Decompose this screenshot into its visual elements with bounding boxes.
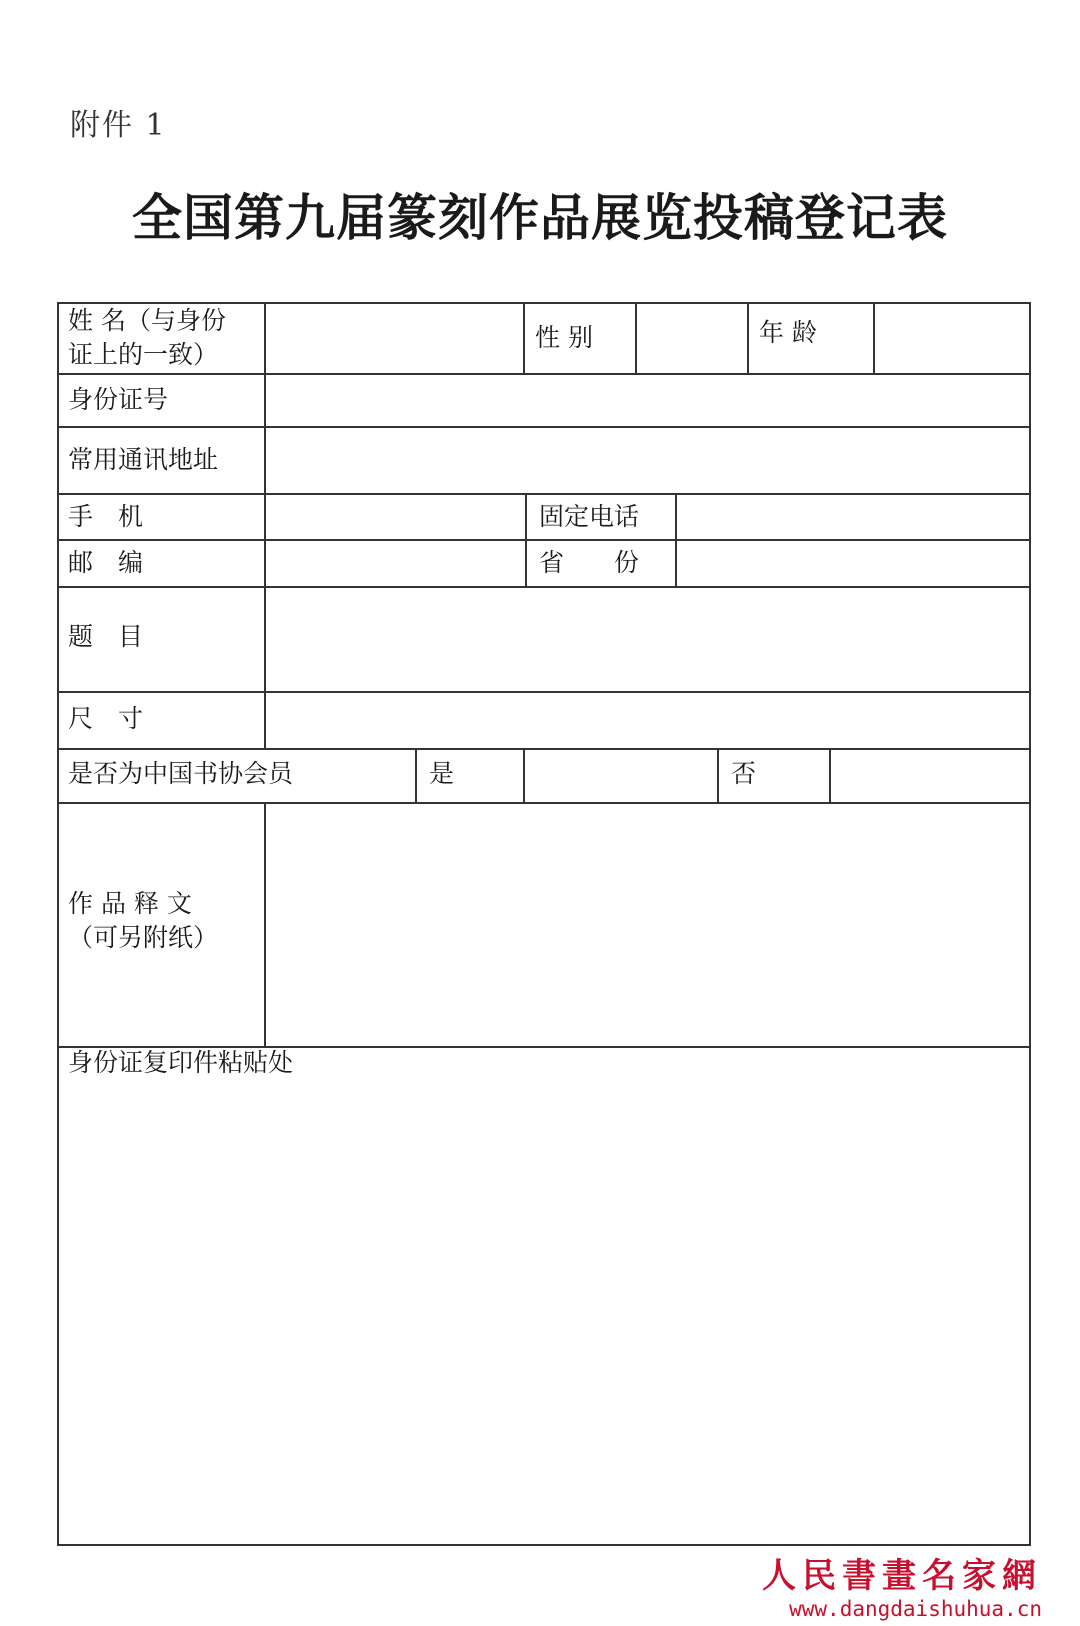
postcode-label: 邮 编 xyxy=(68,548,144,577)
mobile-field[interactable] xyxy=(266,495,525,539)
address-field[interactable] xyxy=(266,428,1029,493)
member-yes-field[interactable] xyxy=(525,750,717,802)
province-field[interactable] xyxy=(677,541,1029,586)
address-label: 常用通讯地址 xyxy=(68,445,219,474)
name-field[interactable] xyxy=(266,304,523,373)
id-copy-label: 身份证复印件粘贴处 xyxy=(68,1048,294,1077)
mobile-label: 手 机 xyxy=(68,502,144,531)
id-number-field[interactable] xyxy=(266,375,1029,426)
watermark-url: www.dangdaishuhua.cn xyxy=(789,1597,1042,1621)
column-divider xyxy=(415,748,417,802)
topic-label: 题 目 xyxy=(68,622,144,651)
column-divider xyxy=(525,493,527,586)
form-title: 全国第九届篆刻作品展览投稿登记表 xyxy=(132,188,948,247)
postcode-field[interactable] xyxy=(266,541,525,586)
work-text-field[interactable] xyxy=(266,804,1029,1046)
column-divider xyxy=(747,304,749,373)
landline-label: 固定电话 xyxy=(539,502,640,531)
attachment-label: 附件 1 xyxy=(70,108,167,143)
no-label: 否 xyxy=(731,759,757,788)
column-divider xyxy=(717,748,719,802)
province-label: 省 份 xyxy=(539,548,640,577)
watermark xyxy=(762,1548,1042,1621)
landline-field[interactable] xyxy=(677,495,1029,539)
gender-field[interactable] xyxy=(637,304,747,373)
watermark-brand: 人民書畫名家網 xyxy=(762,1556,1042,1596)
age-field[interactable] xyxy=(875,304,1029,373)
topic-field[interactable] xyxy=(266,588,1029,691)
size-label: 尺 寸 xyxy=(68,704,144,733)
member-no-field[interactable] xyxy=(831,750,1029,802)
column-divider xyxy=(523,304,525,373)
yes-label: 是 xyxy=(429,759,455,788)
name-label: 姓 名（与身份 证上的一致） xyxy=(68,306,226,369)
size-field[interactable] xyxy=(266,693,1029,748)
id-copy-paste-area[interactable] xyxy=(59,1084,1029,1544)
gender-label: 性 别 xyxy=(535,323,593,352)
registration-form-table xyxy=(57,302,1031,1546)
age-label: 年 龄 xyxy=(759,318,817,347)
id-number-label: 身份证号 xyxy=(68,385,169,414)
work-text-label: 作 品 释 文 （可另附纸） xyxy=(68,889,219,952)
member-question-label: 是否为中国书协会员 xyxy=(68,759,294,788)
